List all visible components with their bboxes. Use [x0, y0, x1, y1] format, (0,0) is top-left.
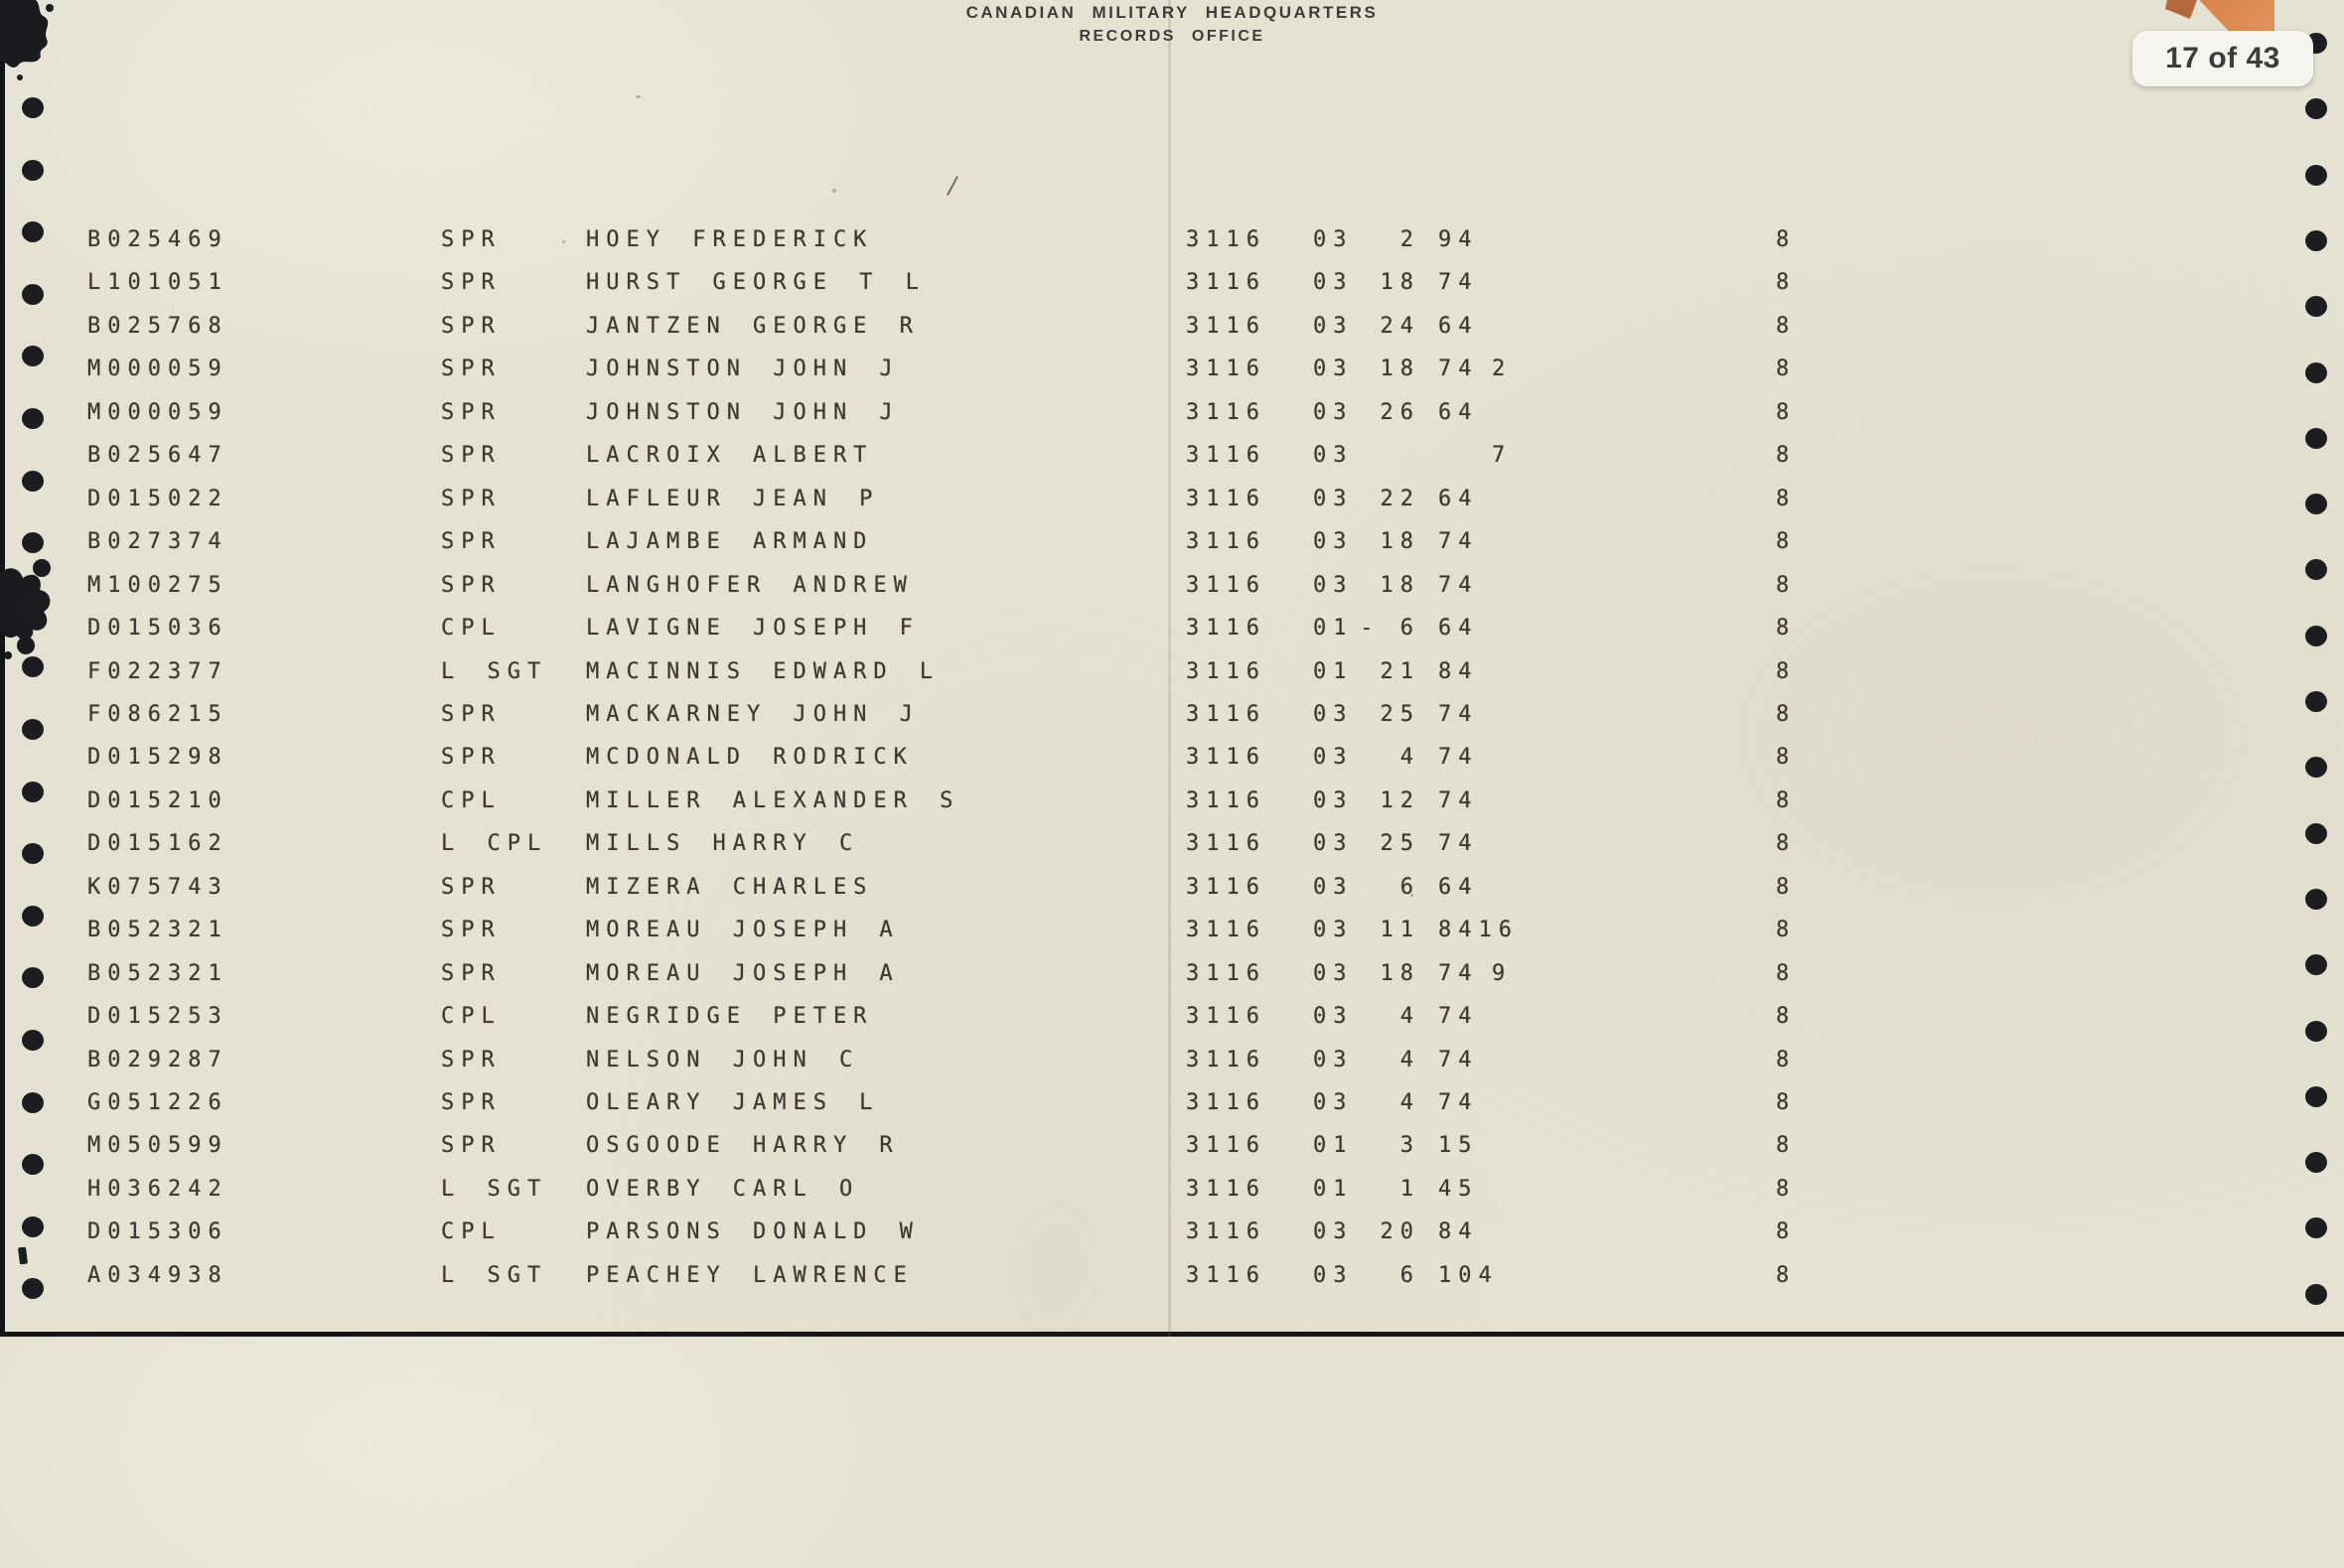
stray-pen-mark	[947, 176, 958, 196]
code2-cell: 03	[1313, 831, 1354, 857]
punch-hole	[2305, 165, 2327, 186]
code3-cell: 25	[1380, 701, 1420, 727]
rank-cell: CPL	[441, 787, 502, 813]
code4-cell: 74	[1438, 960, 1479, 986]
name-cell: OLEARY JAMES L	[586, 1090, 880, 1115]
service-number-cell: B029287	[87, 1047, 228, 1072]
name-cell: PEACHEY LAWRENCE	[586, 1262, 914, 1288]
code4-cell: 74	[1438, 787, 1479, 813]
service-number-cell: K075743	[87, 874, 228, 900]
code2-cell: 03	[1313, 313, 1354, 339]
code6-cell: 8	[1776, 529, 1797, 555]
code6-cell: 8	[1776, 616, 1797, 641]
code3-cell: 18	[1380, 529, 1420, 555]
code2-cell: 03	[1313, 529, 1354, 555]
unit-code-cell: 3116	[1186, 831, 1266, 857]
ink-blob-top-left	[0, 0, 70, 91]
unit-code-cell: 3116	[1186, 572, 1266, 598]
code2-cell: 03	[1313, 745, 1354, 771]
page-indicator-text: 17 of 43	[2165, 42, 2280, 74]
record-row	[0, 874, 2344, 902]
code2-cell: 03	[1313, 399, 1354, 425]
service-number-cell: D015298	[87, 745, 228, 771]
code3-cell: 18	[1380, 270, 1420, 296]
name-cell: HURST GEORGE T L	[586, 270, 926, 296]
code3-cell: 25	[1380, 831, 1420, 857]
unit-code-cell: 3116	[1186, 1004, 1266, 1030]
service-number-cell: M000059	[87, 399, 228, 425]
code3-cell: - 6	[1360, 616, 1420, 641]
name-cell: MACKARNEY JOHN J	[586, 701, 920, 727]
unit-code-cell: 3116	[1186, 874, 1266, 900]
unit-code-cell: 3116	[1186, 658, 1266, 684]
document-header	[874, 2, 1470, 47]
name-cell: MCDONALD RODRICK	[586, 745, 914, 771]
rank-cell: CPL	[441, 616, 502, 641]
name-cell: MILLS HARRY C	[586, 831, 860, 857]
code2-cell: 03	[1313, 1004, 1354, 1030]
code3-cell: 2	[1399, 227, 1420, 252]
code6-cell: 8	[1776, 443, 1797, 469]
rank-cell: SPR	[441, 227, 502, 252]
name-cell: OSGOODE HARRY R	[586, 1133, 900, 1159]
record-row	[0, 658, 2344, 686]
code4-cell: 94	[1438, 227, 1479, 252]
code5-cell: 9	[1492, 960, 1513, 986]
name-cell: MOREAU JOSEPH A	[586, 960, 900, 986]
rank-cell: SPR	[441, 356, 502, 382]
code6-cell: 8	[1776, 1176, 1797, 1202]
name-cell: NEGRIDGE PETER	[586, 1004, 874, 1030]
code3-cell: 24	[1380, 313, 1420, 339]
unit-code-cell: 3116	[1186, 399, 1266, 425]
code6-cell: 8	[1776, 918, 1797, 943]
code5-cell: 2	[1492, 356, 1513, 382]
code4-cell: 84	[1438, 658, 1479, 684]
page-indicator-badge	[2132, 31, 2313, 86]
unit-code-cell: 3116	[1186, 960, 1266, 986]
name-cell: LAFLEUR JEAN P	[586, 486, 880, 511]
service-number-cell: B025469	[87, 227, 228, 252]
code6-cell: 8	[1776, 270, 1797, 296]
rank-cell: L SGT	[441, 1176, 548, 1202]
code2-cell: 01	[1313, 616, 1354, 641]
code3-cell: 26	[1380, 399, 1420, 425]
code3-cell: 1	[1399, 1176, 1420, 1202]
name-cell: JOHNSTON JOHN J	[586, 356, 900, 382]
service-number-cell: D015210	[87, 787, 228, 813]
code2-cell: 03	[1313, 270, 1354, 296]
code3-cell: 12	[1380, 787, 1420, 813]
service-number-cell: D015022	[87, 486, 228, 511]
unit-code-cell: 3116	[1186, 443, 1266, 469]
rank-cell: L SGT	[441, 1262, 548, 1288]
rank-cell: SPR	[441, 270, 502, 296]
name-cell: MILLER ALEXANDER S	[586, 787, 960, 813]
name-cell: LACROIX ALBERT	[586, 443, 874, 469]
code6-cell: 8	[1776, 1219, 1797, 1245]
record-row	[0, 1262, 2344, 1290]
record-row	[0, 226, 2344, 254]
code6-cell: 8	[1776, 701, 1797, 727]
rank-cell: SPR	[441, 486, 502, 511]
service-number-cell: M100275	[87, 572, 228, 598]
punch-hole	[22, 97, 44, 118]
unit-code-cell: 3116	[1186, 701, 1266, 727]
service-number-cell: B052321	[87, 918, 228, 943]
code4-cell: 64	[1438, 616, 1479, 641]
code6-cell: 8	[1776, 745, 1797, 771]
rank-cell: SPR	[441, 918, 502, 943]
name-cell: PARSONS DONALD W	[586, 1219, 920, 1245]
code6-cell: 8	[1776, 874, 1797, 900]
code4-cell: 15	[1438, 1133, 1479, 1159]
unit-code-cell: 3116	[1186, 270, 1266, 296]
torn-corner-orange	[2197, 0, 2274, 34]
code3-cell: 11	[1380, 918, 1420, 943]
code2-cell: 01	[1313, 1176, 1354, 1202]
code6-cell: 8	[1776, 831, 1797, 857]
service-number-cell: H036242	[87, 1176, 228, 1202]
code3-cell: 18	[1380, 356, 1420, 382]
record-row	[0, 399, 2344, 427]
record-row	[0, 701, 2344, 729]
rank-cell: SPR	[441, 313, 502, 339]
unit-code-cell: 3116	[1186, 918, 1266, 943]
code3-cell: 21	[1380, 658, 1420, 684]
code3-cell: 4	[1399, 745, 1420, 771]
code3-cell: 18	[1380, 572, 1420, 598]
rank-cell: SPR	[441, 874, 502, 900]
code6-cell: 8	[1776, 486, 1797, 511]
record-row	[0, 1003, 2344, 1031]
service-number-cell: F022377	[87, 658, 228, 684]
unit-code-cell: 3116	[1186, 1219, 1266, 1245]
service-number-cell: B052321	[87, 960, 228, 986]
rank-cell: SPR	[441, 1133, 502, 1159]
service-number-cell: M000059	[87, 356, 228, 382]
name-cell: LAVIGNE JOSEPH F	[586, 616, 920, 641]
code2-cell: 01	[1313, 1133, 1354, 1159]
unit-code-cell: 3116	[1186, 1262, 1266, 1288]
code4-cell: 64	[1438, 399, 1479, 425]
paper-speck	[832, 189, 836, 193]
name-cell: NELSON JOHN C	[586, 1047, 860, 1072]
unit-code-cell: 3116	[1186, 1047, 1266, 1072]
unit-code-cell: 3116	[1186, 745, 1266, 771]
unit-code-cell: 3116	[1186, 1133, 1266, 1159]
code2-cell: 03	[1313, 1219, 1354, 1245]
rank-cell: SPR	[441, 745, 502, 771]
code3-cell: 4	[1399, 1090, 1420, 1115]
service-number-cell: B025647	[87, 443, 228, 469]
service-number-cell: D015253	[87, 1004, 228, 1030]
code3-cell: 22	[1380, 486, 1420, 511]
rank-cell: CPL	[441, 1004, 502, 1030]
code6-cell: 8	[1776, 1090, 1797, 1115]
record-row	[0, 917, 2344, 944]
code3-cell: 20	[1380, 1219, 1420, 1245]
code3-cell: 6	[1399, 874, 1420, 900]
code2-cell: 03	[1313, 918, 1354, 943]
name-cell: OVERBY CARL O	[586, 1176, 860, 1202]
header-line-2: RECORDS OFFICE	[1079, 28, 1265, 45]
record-row	[0, 1132, 2344, 1160]
service-number-cell: D015036	[87, 616, 228, 641]
rank-cell: SPR	[441, 701, 502, 727]
code4-cell: 84	[1438, 1219, 1479, 1245]
code4-cell: 64	[1438, 486, 1479, 511]
code2-cell: 03	[1313, 1047, 1354, 1072]
rank-cell: SPR	[441, 1047, 502, 1072]
code6-cell: 8	[1776, 1004, 1797, 1030]
record-row	[0, 572, 2344, 600]
service-number-cell: D015306	[87, 1219, 228, 1245]
service-number-cell: A034938	[87, 1262, 228, 1288]
service-number-cell: M050599	[87, 1133, 228, 1159]
record-row	[0, 442, 2344, 470]
code6-cell: 8	[1776, 1047, 1797, 1072]
code2-cell: 03	[1313, 1090, 1354, 1115]
code6-cell: 8	[1776, 658, 1797, 684]
code4-cell: 74	[1438, 745, 1479, 771]
record-row	[0, 1218, 2344, 1246]
name-cell: MACINNIS EDWARD L	[586, 658, 941, 684]
code4-cell: 74	[1438, 572, 1479, 598]
code2-cell: 03	[1313, 356, 1354, 382]
code3-cell: 4	[1399, 1004, 1420, 1030]
unit-code-cell: 3116	[1186, 1090, 1266, 1115]
record-row	[0, 313, 2344, 341]
code2-cell: 03	[1313, 227, 1354, 252]
code6-cell: 8	[1776, 227, 1797, 252]
service-number-cell: F086215	[87, 701, 228, 727]
punch-hole	[2305, 98, 2327, 119]
record-row	[0, 787, 2344, 815]
code3-cell: 4	[1399, 1047, 1420, 1072]
code4-cell: 8416	[1438, 918, 1519, 943]
service-number-cell: D015162	[87, 831, 228, 857]
name-cell: MIZERA CHARLES	[586, 874, 874, 900]
record-row	[0, 269, 2344, 297]
record-row	[0, 960, 2344, 988]
code4-cell: 74	[1438, 529, 1479, 555]
rank-cell: SPR	[441, 960, 502, 986]
code4-cell: 74	[1438, 356, 1479, 382]
code6-cell: 8	[1776, 572, 1797, 598]
code2-cell: 03	[1313, 443, 1354, 469]
code4-cell: 74	[1438, 1090, 1479, 1115]
unit-code-cell: 3116	[1186, 529, 1266, 555]
rank-cell: SPR	[441, 572, 502, 598]
header-line-1: CANADIAN MILITARY HEADQUARTERS	[965, 3, 1379, 22]
code3-cell: 3	[1399, 1133, 1420, 1159]
code4-cell: 74	[1438, 1047, 1479, 1072]
rank-cell: SPR	[441, 443, 502, 469]
code2-cell: 03	[1313, 874, 1354, 900]
code3-cell: 6	[1399, 1262, 1420, 1288]
name-cell: JOHNSTON JOHN J	[586, 399, 900, 425]
record-row	[0, 744, 2344, 772]
torn-corner-orange-fragment	[2165, 0, 2197, 20]
code3-cell: 18	[1380, 960, 1420, 986]
code4-cell: 74	[1438, 1004, 1479, 1030]
service-number-cell: L101051	[87, 270, 228, 296]
service-number-cell: B025768	[87, 313, 228, 339]
scan-bottom-edge	[0, 1332, 2344, 1337]
code6-cell: 8	[1776, 1133, 1797, 1159]
code4-cell: 74	[1438, 831, 1479, 857]
rank-cell: SPR	[441, 1090, 502, 1115]
rank-cell: SPR	[441, 529, 502, 555]
code2-cell: 03	[1313, 787, 1354, 813]
unit-code-cell: 3116	[1186, 313, 1266, 339]
code6-cell: 8	[1776, 356, 1797, 382]
unit-code-cell: 3116	[1186, 787, 1266, 813]
code2-cell: 03	[1313, 701, 1354, 727]
code6-cell: 8	[1776, 399, 1797, 425]
name-cell: JANTZEN GEORGE R	[586, 313, 920, 339]
record-row	[0, 830, 2344, 858]
code4-cell: 74	[1438, 270, 1479, 296]
unit-code-cell: 3116	[1186, 486, 1266, 511]
paper-speck	[636, 95, 641, 98]
rank-cell: CPL	[441, 1219, 502, 1245]
rank-cell: L SGT	[441, 658, 548, 684]
record-row	[0, 486, 2344, 513]
record-row	[0, 528, 2344, 556]
punch-hole	[22, 160, 44, 181]
code6-cell: 8	[1776, 1262, 1797, 1288]
service-number-cell: G051226	[87, 1090, 228, 1115]
code6-cell: 8	[1776, 787, 1797, 813]
name-cell: LANGHOFER ANDREW	[586, 572, 914, 598]
record-row	[0, 356, 2344, 383]
code2-cell: 03	[1313, 1262, 1354, 1288]
code2-cell: 03	[1313, 486, 1354, 511]
code6-cell: 8	[1776, 313, 1797, 339]
record-row	[0, 1089, 2344, 1117]
name-cell: HOEY FREDERICK	[586, 227, 874, 252]
code2-cell: 01	[1313, 658, 1354, 684]
unit-code-cell: 3116	[1186, 616, 1266, 641]
code4-cell: 64	[1438, 313, 1479, 339]
rank-cell: SPR	[441, 399, 502, 425]
code4-cell: 104	[1438, 1262, 1499, 1288]
name-cell: MOREAU JOSEPH A	[586, 918, 900, 943]
code5-cell: 7	[1492, 443, 1513, 469]
unit-code-cell: 3116	[1186, 356, 1266, 382]
code4-cell: 64	[1438, 874, 1479, 900]
unit-code-cell: 3116	[1186, 1176, 1266, 1202]
rank-cell: L CPL	[441, 831, 548, 857]
code4-cell: 45	[1438, 1176, 1479, 1202]
record-row	[0, 1176, 2344, 1204]
code2-cell: 03	[1313, 960, 1354, 986]
service-number-cell: B027374	[87, 529, 228, 555]
code6-cell: 8	[1776, 960, 1797, 986]
name-cell: LAJAMBE ARMAND	[586, 529, 874, 555]
code4-cell: 74	[1438, 701, 1479, 727]
record-row	[0, 615, 2344, 642]
code2-cell: 03	[1313, 572, 1354, 598]
unit-code-cell: 3116	[1186, 227, 1266, 252]
record-row	[0, 1047, 2344, 1074]
